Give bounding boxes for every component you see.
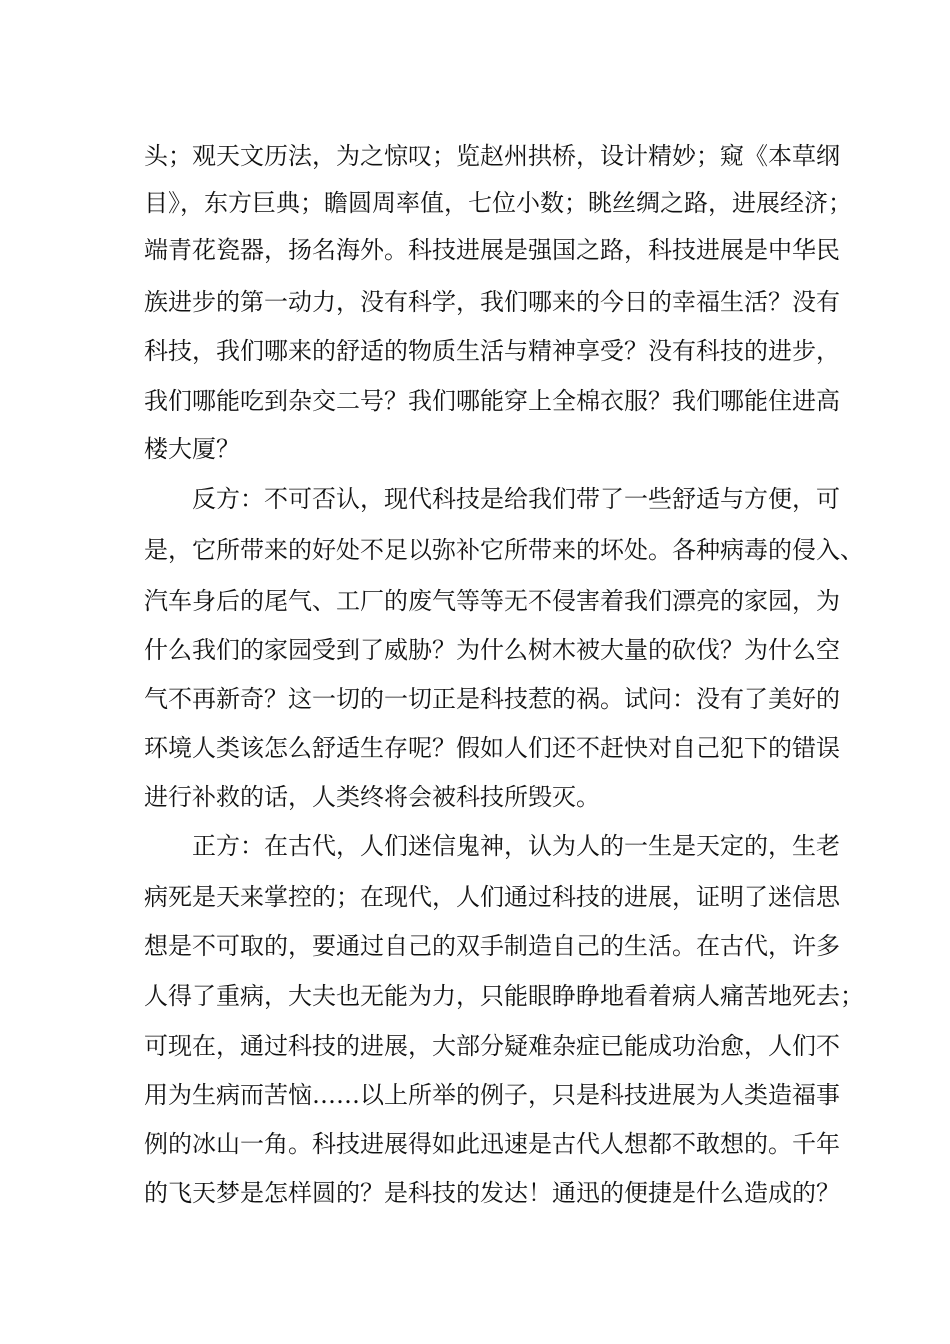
text-line: 正方：在古代，人们迷信鬼神，认为人的一生是天定的，生老 (192, 832, 840, 860)
text-line: 科技，我们哪来的舒适的物质生活与精神享受？没有科技的进步， (144, 337, 840, 365)
text-line: 是，它所带来的好处不足以弥补它所带来的坏处。各种病毒的侵入、 (144, 536, 864, 564)
text-line: 人得了重病，大夫也无能为力，只能眼睁睁地看着病人痛苦地死去； (144, 982, 864, 1010)
text-line: 想是不可取的，要通过自己的双手制造自己的生活。在古代，许多 (144, 932, 840, 960)
text-line: 族进步的第一动力，没有科学，我们哪来的今日的幸福生活？没有 (144, 288, 840, 316)
text-line: 汽车身后的尾气、工厂的废气等等无不侵害着我们漂亮的家园，为 (144, 587, 840, 615)
text-line: 什么我们的家园受到了威胁？为什么树木被大量的砍伐？为什么空 (144, 636, 840, 664)
text-line: 进行补救的话，人类终将会被科技所毁灭。 (144, 783, 600, 811)
text-line: 头；观天文历法，为之惊叹；览赵州拱桥，设计精妙；窥《本草纲 (144, 142, 840, 170)
text-line: 我们哪能吃到杂交二号？我们哪能穿上全棉衣服？我们哪能住进高 (144, 387, 840, 415)
text-line: 楼大厦？ (144, 435, 240, 463)
text-line: 的飞天梦是怎样圆的？是科技的发达！通迅的便捷是什么造成的？ (144, 1179, 840, 1207)
text-line: 病死是天来掌控的；在现代，人们通过科技的进展，证明了迷信思 (144, 883, 840, 911)
text-line: 反方：不可否认，现代科技是给我们带了一些舒适与方便，可 (192, 485, 840, 513)
text-line: 环境人类该怎么舒适生存呢？假如人们还不赶快对自己犯下的错误 (144, 734, 840, 762)
text-line: 端青花瓷器，扬名海外。科技进展是强国之路，科技进展是中华民 (144, 236, 840, 264)
text-line: 可现在，通过科技的进展，大部分疑难杂症已能成功治愈，人们不 (144, 1032, 840, 1060)
text-line: 气不再新奇？这一切的一切正是科技惹的祸。试问：没有了美好的 (144, 685, 840, 713)
text-line: 例的冰山一角。科技进展得如此迅速是古代人想都不敢想的。千年 (144, 1130, 840, 1158)
text-line: 目》，东方巨典；瞻圆周率值，七位小数；眺丝绸之路，进展经济； (144, 189, 852, 217)
text-line: 用为生病而苦恼……以上所举的例子，只是科技进展为人类造福事 (144, 1081, 840, 1109)
